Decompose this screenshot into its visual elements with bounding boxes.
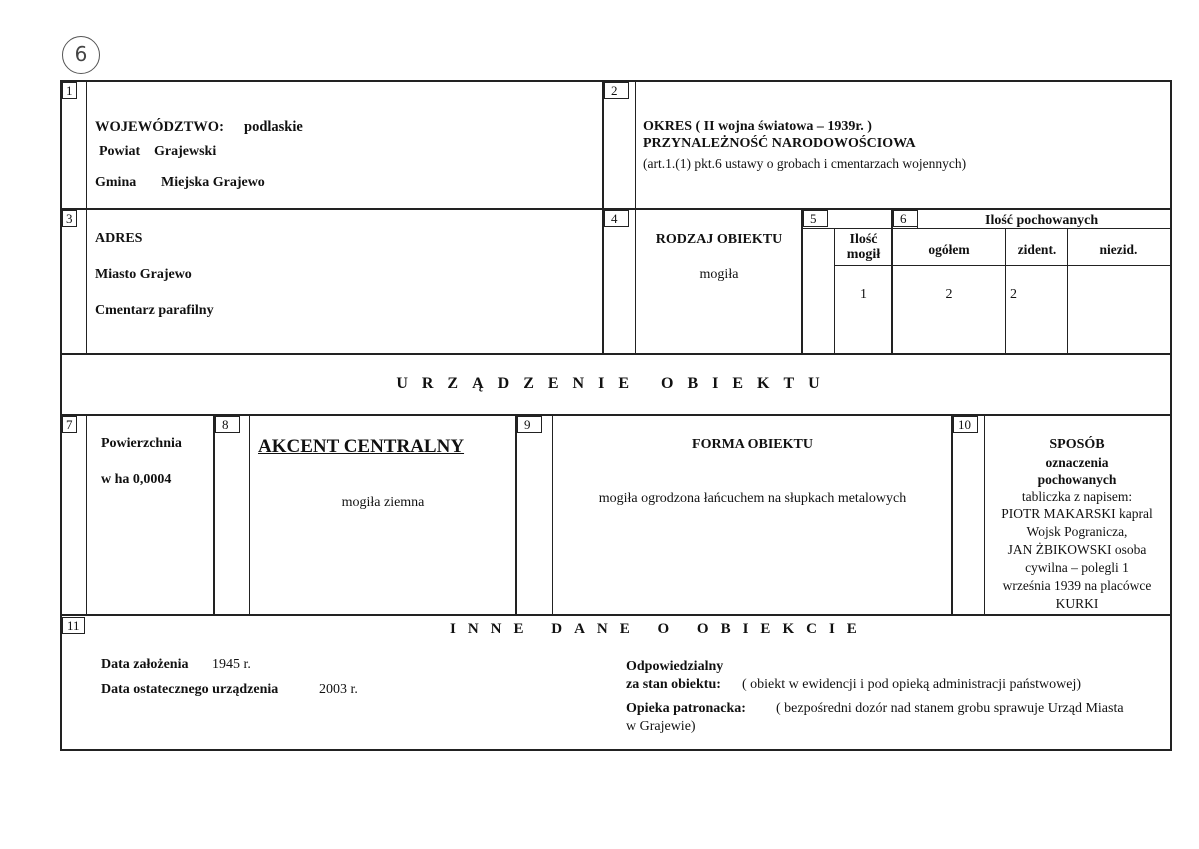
margin-line-2	[635, 82, 636, 208]
commune-label: Gmina	[95, 175, 137, 190]
nationality: PRZYNALEŻNOŚĆ NARODOWOŚCIOWA	[643, 136, 916, 151]
margin-line-7	[86, 416, 87, 614]
section-number-11: 11	[62, 617, 85, 634]
graves-count-value: 1	[860, 287, 867, 302]
section-number-8: 8	[215, 416, 240, 433]
margin-line-8	[249, 416, 250, 614]
margin-line-3	[86, 210, 87, 353]
divider-col-8-9	[515, 416, 517, 614]
margin-line-4	[635, 210, 636, 353]
section-number-3: 3	[62, 210, 77, 227]
county-value: Grajewski	[154, 144, 217, 159]
marking-line-5: cywilna – polegli 1	[1025, 560, 1129, 575]
divider-col-7-8	[213, 416, 215, 614]
marking-line-2: PIOTR MAKARSKI kapral	[1001, 506, 1153, 521]
margin-line-5	[834, 228, 835, 353]
marking-method-title: SPOSÓB	[1049, 437, 1105, 452]
divider-col-9-10	[951, 416, 953, 614]
buried-identified-header: zident.	[1017, 242, 1057, 257]
patronage-label: Opieka patronacka:	[626, 701, 746, 716]
divider-col-1-2	[602, 82, 604, 208]
section-number-6: 6	[893, 210, 918, 227]
founded-label: Data założenia	[101, 657, 189, 672]
divider-zident-niezid	[1067, 228, 1068, 353]
area-label: Powierzchnia	[101, 436, 182, 451]
object-arrangement-banner: URZĄDZENIE OBIEKTU	[396, 375, 834, 392]
marking-line-6: września 1939 na placówce	[1002, 578, 1152, 593]
marking-method-subtitle-2: pochowanych	[1037, 472, 1117, 487]
address-title: ADRES	[95, 231, 143, 246]
graves-count-title	[836, 232, 891, 262]
central-accent-value: mogiła ziemna	[341, 495, 425, 510]
responsible-value: ( obiekt w ewidencji i pod opieką administracji państwowej)	[742, 677, 1082, 692]
margin-line-9	[552, 416, 553, 614]
patronage-value-line2: w Grajewie)	[626, 719, 696, 734]
central-accent-title: AKCENT CENTRALNY	[258, 436, 465, 457]
final-arrangement-value: 2003 r.	[319, 682, 358, 697]
section-number-7: 7	[62, 416, 77, 433]
divider-col-3-4	[602, 210, 604, 353]
object-form-title: FORMA OBIEKTU	[692, 437, 813, 452]
final-arrangement-label: Data ostatecznego urządzenia	[101, 682, 279, 697]
buried-total-value: 2	[945, 287, 953, 302]
buried-count-title: Ilość pochowanych	[985, 213, 1099, 228]
divider-col-5-6	[891, 210, 893, 353]
founded-value: 1945 r.	[212, 657, 251, 672]
patronage-value-line1: ( bezpośredni dozór nad stanem grobu sprawuje Urząd Miasta	[776, 701, 1124, 716]
period: OKRES ( II wojna światowa – 1939r. )	[643, 119, 872, 134]
section-number-9: 9	[517, 416, 542, 433]
section-number-1: 1	[62, 82, 77, 99]
header-bottom-5-6	[834, 265, 1170, 266]
divider-row2	[60, 353, 1170, 355]
buried-total-header: ogółem	[928, 242, 970, 257]
commune-value: Miejska Grajewo	[161, 175, 265, 190]
section-number-2: 2	[604, 82, 629, 99]
margin-line-1	[86, 82, 87, 208]
marking-line-7: KURKI	[1055, 596, 1099, 611]
marking-line-1: tabliczka z napisem:	[1021, 489, 1133, 504]
section-number-4: 4	[604, 210, 629, 227]
marking-line-3: Wojsk Pogranicza,	[1026, 524, 1128, 539]
object-type-value: mogiła	[699, 267, 739, 282]
responsible-label-line1: Odpowiedzialny	[626, 659, 724, 674]
voivodeship-value: podlaskie	[244, 119, 303, 135]
graves-count-title-line2: mogił	[846, 247, 881, 262]
divider-row4	[60, 614, 1170, 616]
buried-unidentified-header: niezid.	[1099, 242, 1138, 257]
section-number-5: 5	[803, 210, 828, 227]
marking-method-subtitle-1: oznaczenia	[1045, 455, 1109, 470]
object-form-value: mogiła ogrodzona łańcuchem na słupkach metalowych	[598, 491, 907, 506]
address-place: Cmentarz parafilny	[95, 303, 214, 318]
voivodeship-label: WOJEWÓDZTWO:	[95, 119, 224, 135]
divider-col-4-5	[801, 210, 803, 353]
graves-count-title-line1: Ilość	[849, 232, 878, 247]
legal-basis: (art.1.(1) pkt.6 ustawy o grobach i cmentarzach wojennych)	[643, 156, 967, 171]
page-number-mark: 6	[62, 36, 100, 74]
marking-line-4: JAN ŻBIKOWSKI osoba	[1007, 542, 1147, 557]
divider-ogolem-zident	[1005, 228, 1006, 353]
section-number-10: 10	[953, 416, 978, 433]
buried-identified-value: 2	[1010, 287, 1017, 302]
object-type-title: RODZAJ OBIEKTU	[655, 232, 783, 247]
other-data-title: INNE DANE O OBIEKCIE	[450, 621, 869, 637]
address-city: Miasto Grajewo	[95, 267, 192, 282]
county-label: Powiat	[99, 144, 141, 159]
margin-line-10	[984, 416, 985, 614]
responsible-label-line2: za stan obiektu:	[626, 677, 721, 692]
area-value: w ha 0,0004	[101, 472, 172, 487]
